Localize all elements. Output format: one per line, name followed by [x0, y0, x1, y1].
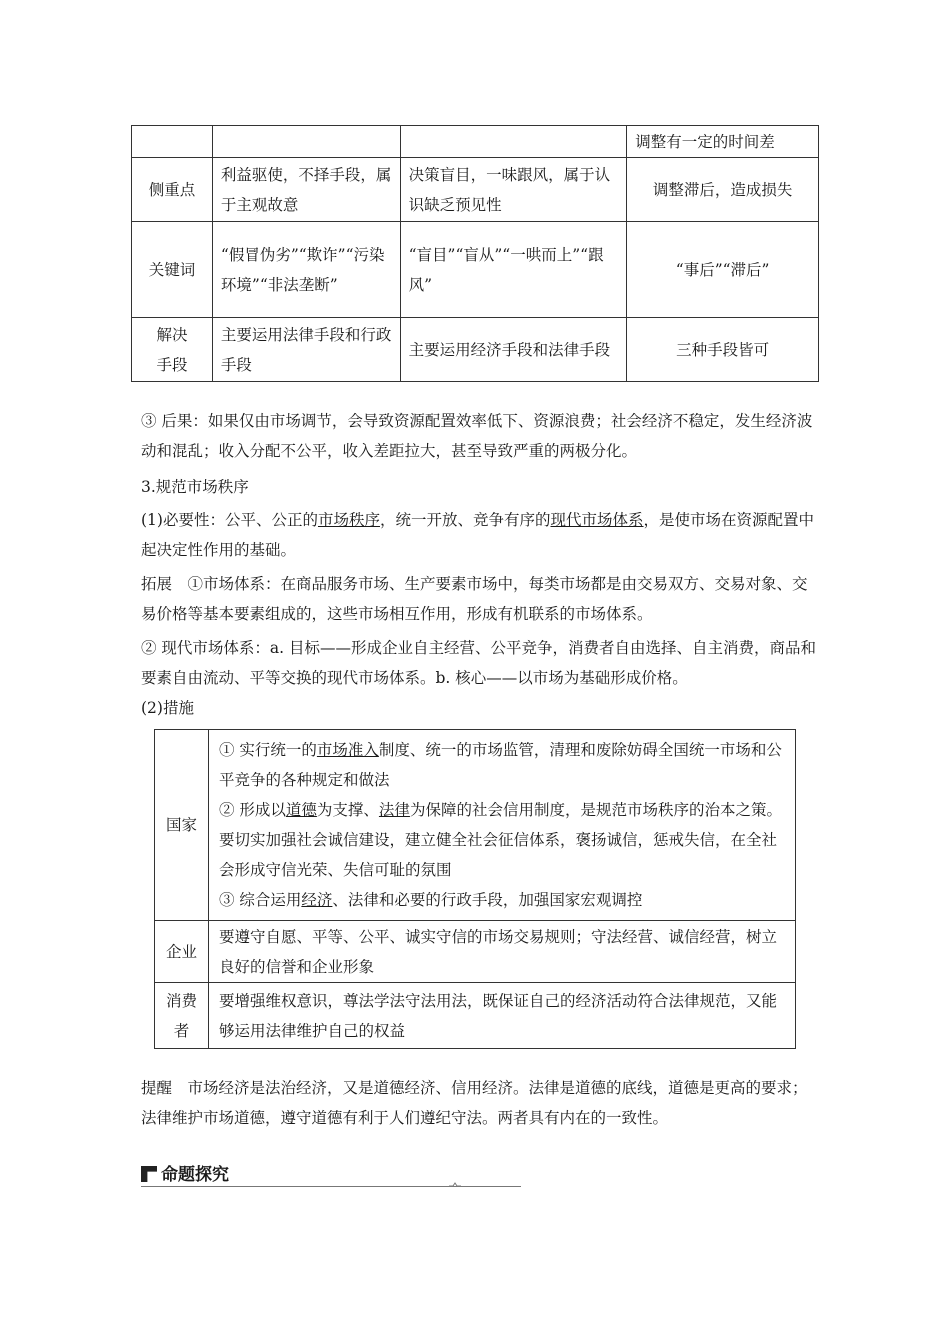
underlined-term: 经济	[301, 891, 333, 909]
cell: 要遵守自愿、平等、公平、诚实守信的市场交易规则；守法经营、诚信经营，树立良好的信誉和企业形象	[208, 921, 795, 983]
underlined-term: 现代市场体系	[550, 511, 644, 529]
cell: 主要运用法律手段和行政手段	[212, 318, 400, 382]
cell: 决策盲目，一味跟风，属于认识缺乏预见性	[400, 158, 627, 222]
section-title: 3.规范市场秩序	[141, 478, 249, 496]
label: 解决	[156, 325, 188, 344]
cell: 利益驱使，不择手段，属于主观故意	[212, 158, 400, 222]
row-header: 关键词	[132, 222, 213, 318]
row-header	[132, 318, 213, 382]
cell: 要增强维权意识，尊法学法守法用法，既保证自己的经济活动符合法律规范，又能够运用法律维护自己的权益	[208, 983, 795, 1049]
cell	[212, 126, 400, 158]
comparison-table	[131, 125, 819, 382]
reminder-paragraph: 提醒 市场经济是法治经济，又是道德经济、信用经济。法律是道德的底线，道德是更高的要求；法律维护市场道德，遵守道德有利于人们遵纪守法。两者具有内在的一致性。	[141, 1079, 808, 1127]
heading-marker-icon	[141, 1166, 157, 1182]
cell: “事后”“滞后”	[627, 222, 819, 318]
expand-paragraph: 拓展 ①市场体系：在商品服务市场、生产要素市场中，每类市场都是由交易双方、交易对象、交易价格等基本要素组成的，这些市场相互作用，形成有机联系的市场体系。	[141, 575, 808, 623]
row-header: 侧重点	[132, 158, 213, 222]
cell: 三种手段皆可	[627, 318, 819, 382]
underlined-term: 市场秩序	[317, 511, 380, 529]
heading-underline	[141, 1186, 521, 1187]
cell: 主要运用经济手段和法律手段	[400, 318, 627, 382]
cell: “盲目”“盲从”“一哄而上”“跟风”	[400, 222, 627, 318]
section-heading: 命题探究	[141, 1160, 229, 1185]
expand-paragraph-2: ② 现代市场体系：a. 目标——形成企业自主经营、公平竞争，消费者自由选择、自主消费，商品和要素自由流动、平等交换的现代市场体系。b. 核心——以市场为基础形成价格。	[141, 639, 817, 687]
cell	[400, 126, 627, 158]
underline-notch-icon	[449, 1181, 461, 1189]
row-header: 企业	[155, 921, 209, 983]
underlined-term: 道德	[285, 801, 317, 819]
cell: ① 实行统一的市场准入制度、统一的市场监管，清理和废除妨碍全国统一市场和公平竞争的各种规定和做法 ② 形成以道德为支撑、法律为保障的社会信用制度，是规范市场秩序的治本之策。要切实加强社会诚信建设，建立健全社会征信体系，褒扬诚信，惩戒失信，在全社会形成守信光荣、失信可耻的氛围 ③ 综合运用经济、法律和必要的行政手段，加强国家宏观调控	[208, 730, 795, 921]
cell: 调整有一定的时间差	[627, 126, 819, 158]
row-header: 消费 者	[155, 983, 209, 1049]
cell: 调整滞后，造成损失	[627, 158, 819, 222]
measures-title: (2)措施	[141, 699, 194, 717]
cell: “假冒伪劣”“欺诈”“污染环境”“非法垄断”	[212, 222, 400, 318]
label: 手段	[156, 355, 188, 374]
underlined-term: 市场准入	[316, 741, 379, 759]
necessity-paragraph: (1)必要性：公平、公正的市场秩序，统一开放、竞争有序的现代市场体系，是使市场在资源配置中起决定性作用的基础。	[141, 511, 815, 559]
underlined-term: 法律	[378, 801, 410, 819]
row-header: 国家	[155, 730, 209, 921]
consequence-paragraph: ③ 后果：如果仅由市场调节，会导致资源配置效率低下、资源浪费；社会经济不稳定，发生经济波动和混乱；收入分配不公平，收入差距拉大，甚至导致严重的两极分化。	[141, 412, 813, 460]
measures-table	[154, 729, 796, 1049]
cell	[132, 126, 213, 158]
